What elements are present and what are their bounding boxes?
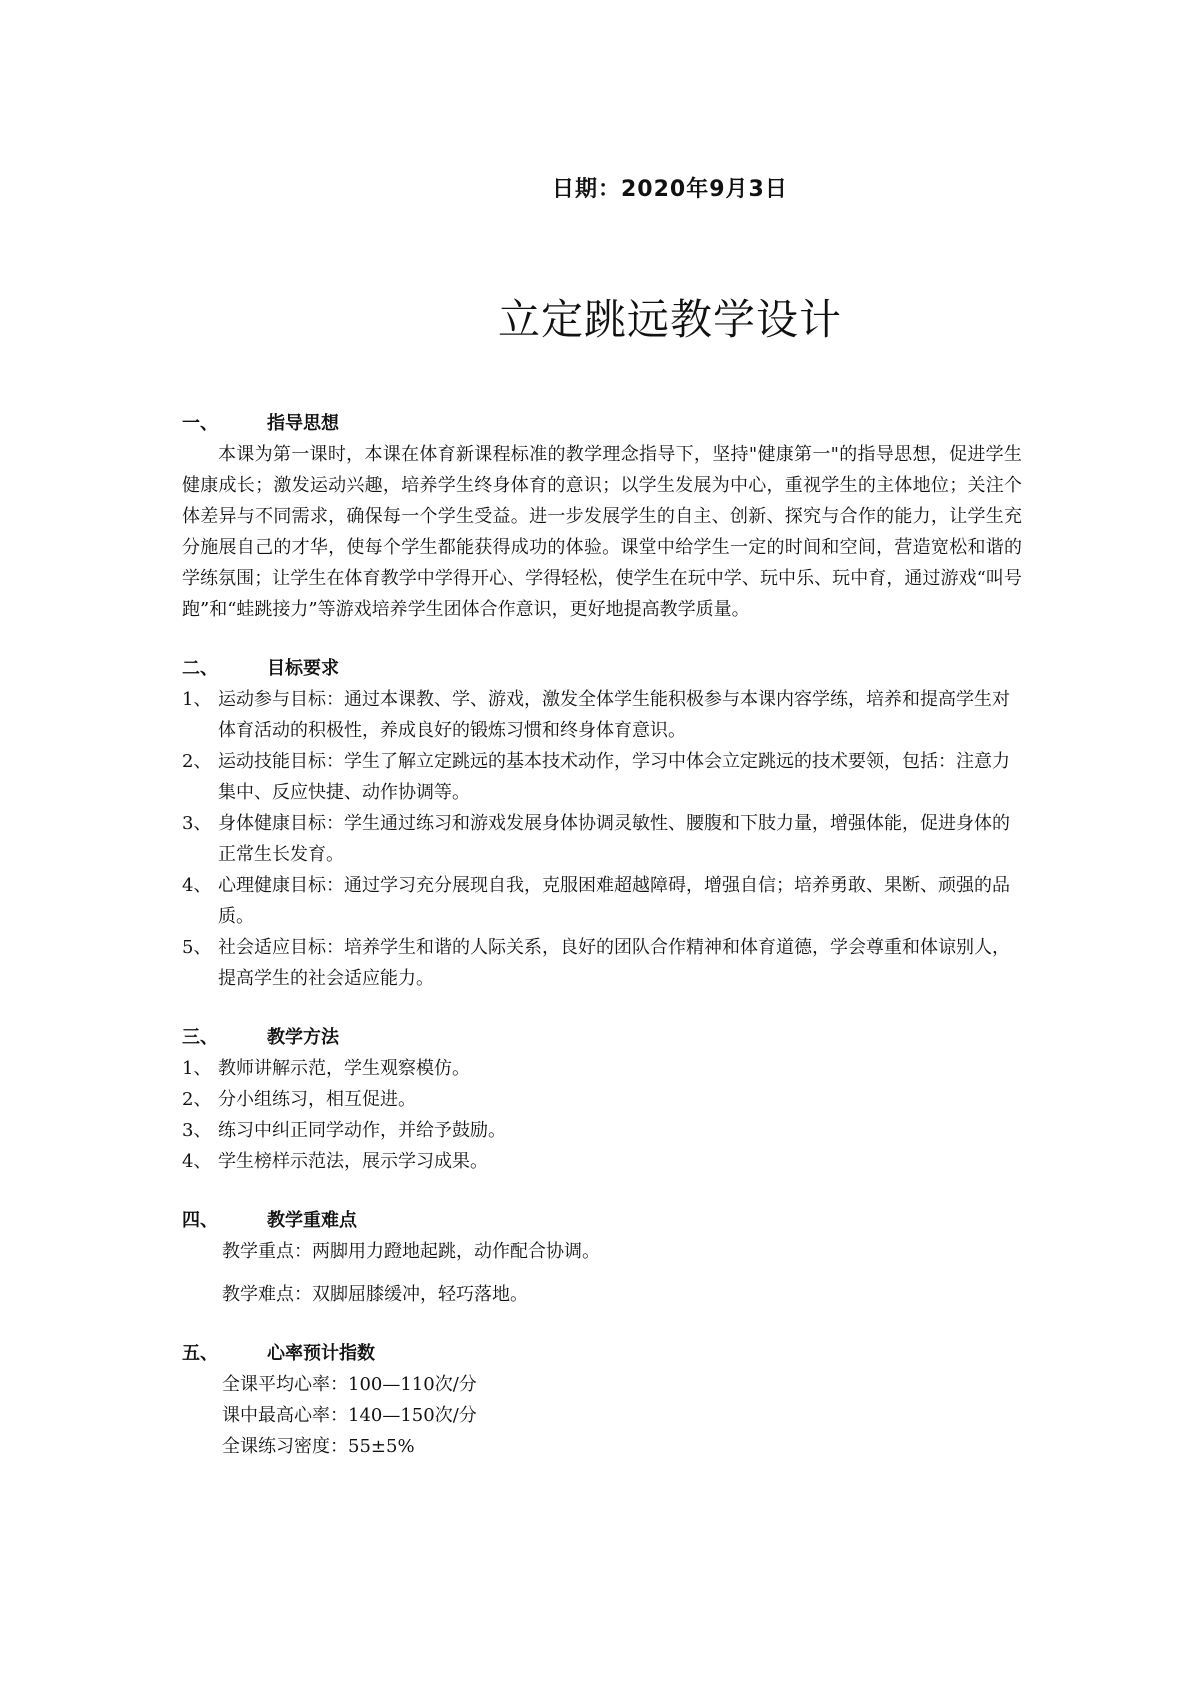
list-text: 分小组练习，相互促进。 [218,1089,416,1110]
list-text: 教师讲解示范，学生观察模仿。 [218,1058,470,1079]
section-number: 三、 [182,1027,218,1048]
list-item [182,1084,1022,1115]
list-index: 4、 [182,875,212,896]
lesson-date: 日期：2020年9月3日 [552,177,788,202]
section-heading [182,1205,1022,1236]
list-text: 社会适应目标：培养学生和谐的人际关系，良好的团队合作精神和体育道德，学会尊重和体谅别人，提高学生的社会适应能力。 [218,937,1010,989]
list-index: 5、 [182,937,212,958]
list-item [182,746,1022,808]
list-text: 学生榜样示范法，展示学习成果。 [218,1151,488,1172]
section-objectives [182,653,1022,994]
list-text: 身体健康目标：学生通过练习和游戏发展身体协调灵敏性、腰腹和下肢力量，增强体能，促进身体的正常生长发育。 [218,813,1010,865]
section-heading [182,653,1022,684]
list-item [182,1115,1022,1146]
section-heading [182,1338,1022,1369]
section-number: 二、 [182,658,218,679]
section-title: 目标要求 [267,658,339,679]
section-teaching-methods [182,1022,1022,1177]
section-number: 五、 [182,1343,218,1364]
document-body [182,408,1022,1462]
list-item [182,1053,1022,1084]
list-index: 2、 [182,751,212,772]
section-title: 心率预计指数 [267,1343,375,1364]
section-number: 四、 [182,1210,218,1231]
section-guiding-thought [182,408,1022,625]
difficult-point-line: 教学难点：双脚屈膝缓冲，轻巧落地。 [222,1284,528,1305]
list-text: 运动参与目标：通过本课教、学、游戏，激发全体学生能积极参与本课内容学练，培养和提高学生对体育活动的积极性，养成良好的锻炼习惯和终身体育意识。 [218,689,1010,741]
list-item [182,870,1022,932]
list-index: 1、 [182,689,212,710]
list-index: 3、 [182,1120,212,1141]
heart-rate-line: 全课平均心率：100—110次/分 [222,1374,477,1395]
section-title: 教学重难点 [267,1210,357,1231]
list-index: 1、 [182,1058,212,1079]
document-title: 立定跳远教学设计 [498,295,843,344]
list-index: 2、 [182,1089,212,1110]
list-item [182,808,1022,870]
section-heart-rate [182,1338,1022,1462]
list-item [182,932,1022,994]
section-title: 指导思想 [267,413,339,434]
list-index: 3、 [182,813,212,834]
heart-rate-line: 课中最高心率：140—150次/分 [222,1405,477,1426]
list-text: 练习中纠正同学动作，并给予鼓励。 [218,1120,506,1141]
key-point-line: 教学重点：两脚用力蹬地起跳，动作配合协调。 [222,1241,600,1262]
section-heading [182,1022,1022,1053]
section-key-difficult-points [182,1205,1022,1310]
list-item [182,1146,1022,1177]
section-heading [182,408,1022,439]
section-number: 一、 [182,413,218,434]
section-paragraph: 本课为第一课时，本课在体育新课程标准的教学理念指导下，坚持"健康第一"的指导思想，促进学生健康成长；激发运动兴趣，培养学生终身体育的意识；以学生发展为中心，重视学生的主体地位；关注个体差异与不同需求，确保每一个学生受益。进一步发展学生的自主、创新、探究与合作的能力，让学生充分施展自己的才华，使每个学生都能获得成功的体验。课堂中给学生一定的时间和空间，营造宽松和谐的学练氛围；让学生在体育教学中学得开心、学得轻松，使学生在玩中学、玩中乐、玩中育，通过游戏“叫号跑”和“蛙跳接力”等游戏培养学生团体合作意识，更好地提高教学质量。 [182,444,1022,620]
list-index: 4、 [182,1151,212,1172]
list-text: 运动技能目标：学生了解立定跳远的基本技术动作，学习中体会立定跳远的技术要领，包括：注意力集中、反应快捷、动作协调等。 [218,751,1010,803]
heart-rate-line: 全课练习密度：55±5% [222,1436,415,1457]
list-item [182,684,1022,746]
list-text: 心理健康目标：通过学习充分展现自我，克服困难超越障碍，增强自信；培养勇敢、果断、顽强的品质。 [218,875,1010,927]
section-title: 教学方法 [267,1027,339,1048]
